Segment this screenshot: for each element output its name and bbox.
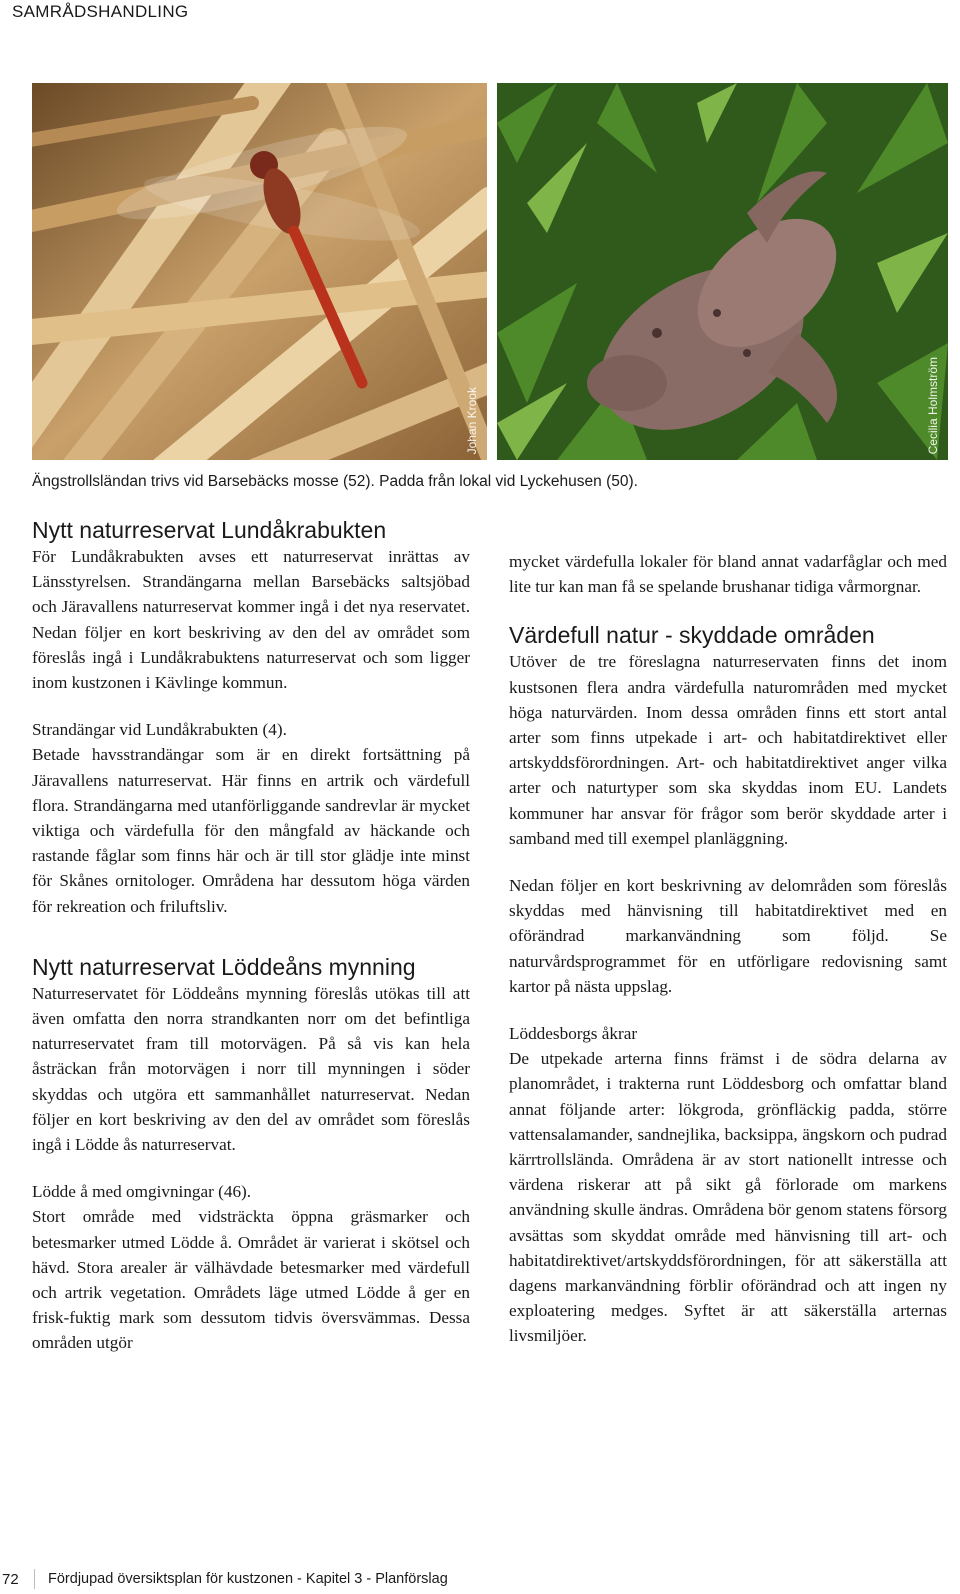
footer-title: Fördjupad översiktsplan för kustzonen - Kapitel 3 - Planförslag	[48, 1571, 448, 1587]
dragonfly-illustration	[32, 83, 487, 460]
subheading-loddesborgs-akrar: Löddesborgs åkrar	[509, 1024, 638, 1044]
paragraph-continued: mycket värdefulla lokaler för bland annat vadarfåglar och med lite tur kan man få se spelande brushanar tidiga vårmorgnar.	[509, 552, 947, 597]
dragonfly-photo	[32, 83, 487, 460]
heading-loddeans-mynning: Nytt naturreservat Löddeåns mynning	[32, 953, 416, 980]
paragraph-lundakrabukten: För Lundåkrabukten avses ett naturreservat inrättas av Länsstyrelsen. Strandängarna mellan Barsebäcks saltsjöbad och Järavallens naturreservat kommer ingå i det nya reservatet. Nedan följer en kort beskriving av den del av området som föreslås ingå i Lundåkrabuktens naturreservat och som ligger inom kustzonen i Kävlinge kommun.	[32, 547, 470, 693]
toad-illustration	[497, 83, 948, 460]
paragraph-vardefull-natur: Utöver de tre föreslagna naturreservaten finns det inom kustsonen flera andra värdefulla naturområden med mycket höga naturvärden. Inom dessa områden finns ett stort antal arter som finns utpekade i art- och habitatdirektivet eller artskyddsförordningen. Art- och habitatdirektivet anger vilka arter och naturtyper som ska skyddas inom EU. Landets kommuner har ansvar för frågor som berör skyddade arter i samband med till exempel planläggning.	[509, 652, 947, 848]
subheading-lodde-a: Lödde å med omgivningar (46).	[32, 1182, 252, 1202]
paragraph-loddesborgs-akrar: De utpekade arterna finns främst i de södra delarna av planområdet, i trakterna runt Löddesborg och omfattar bland annat följande arter: lökgroda, grönfläckig padda, större vattensalamander, sandnejlika, backsippa, ängskorn och pudrad kärrtrollslända. Områdena är av stort nationellt intresse och värdena riskerar att på sikt gå förlorade om markens användning skulle ändras. Områdena bör genom statens försorg avsättas som skyddat område med hänvisning till art- och habitatdirektivet/artskyddsförordningen, för att säkerställa att dagens markanvändning förblir oförändrad och att ingen ny exploatering medges. Syftet är att säkerställa arternas livsmiljöer.	[509, 1049, 947, 1346]
toad-photo	[497, 83, 948, 460]
heading-vardefull-natur: Värdefull natur - skyddade områden	[509, 622, 875, 649]
right-column	[509, 549, 947, 1349]
heading-lundakrabukten: Nytt naturreservat Lundåkrabukten	[32, 517, 387, 543]
paragraph-delomraden: Nedan följer en kort beskrivning av delområden som föreslås skyddas med hänvisning till habitatdirektivet med en oförändrad markanvändning som följd. Se naturvårdsprogrammet för en utförligare redovisning samt kartor på nästa uppslag.	[509, 876, 947, 996]
running-title: SAMRÅDSHANDLING	[12, 2, 189, 21]
photo-caption: Ängstrollsländan trivs vid Barsebäcks mosse (52). Padda från lokal vid Lyckehusen (50).	[32, 473, 638, 490]
paragraph-strandangar: Betade havsstrandängar som är en direkt fortsättning på Järavallens naturreservat. Här finns en artrik och värdefull flora. Strandängarna med utanförliggande sandrevlar är mycket viktiga och värdefulla för den mångfald av häckande och rastande fåglar som finns här och är till stor glädje inte minst för Skånes ornitologer. Områdena har dessutom höga värden för rekreation och friluftsliv.	[32, 745, 470, 916]
page-number: 72	[2, 1571, 19, 1588]
left-column	[32, 516, 470, 1356]
paragraph-loddeans-mynning: Naturreservatet för Löddeåns mynning föreslås utökas till att även omfatta den norra strandkanten norr om det befintliga naturreservatet fram till motorvägen. På så vis kan hela åsträckan från motorvägen i norr till mynningen i söder skyddas och utgöra ett sammanhållet naturreservat. Nedan följer en kort beskriving av den del av området som föreslås ingå i Lödde ås naturreservat.	[32, 983, 470, 1155]
subheading-strandangar: Strandängar vid Lundåkrabukten (4).	[32, 720, 287, 740]
footer-divider	[34, 1569, 35, 1589]
paragraph-lodde-a: Stort område med vidsträckta öppna gräsmarker och betesmarker utmed Lödde å. Området är varierat i skötsel och hävd. Stora arealer är välhävdade betesmarker med värdefull och artrik vegetation. Områdets läge utmed Lödde å ger en frisk-fuktig mark som dessutom tidvis översvämmas. Dessa områden utgör	[32, 1207, 470, 1353]
photo-credit-left: Johan Krook	[465, 386, 479, 454]
photo-credit-right: Cecilia Holmström	[926, 356, 940, 454]
